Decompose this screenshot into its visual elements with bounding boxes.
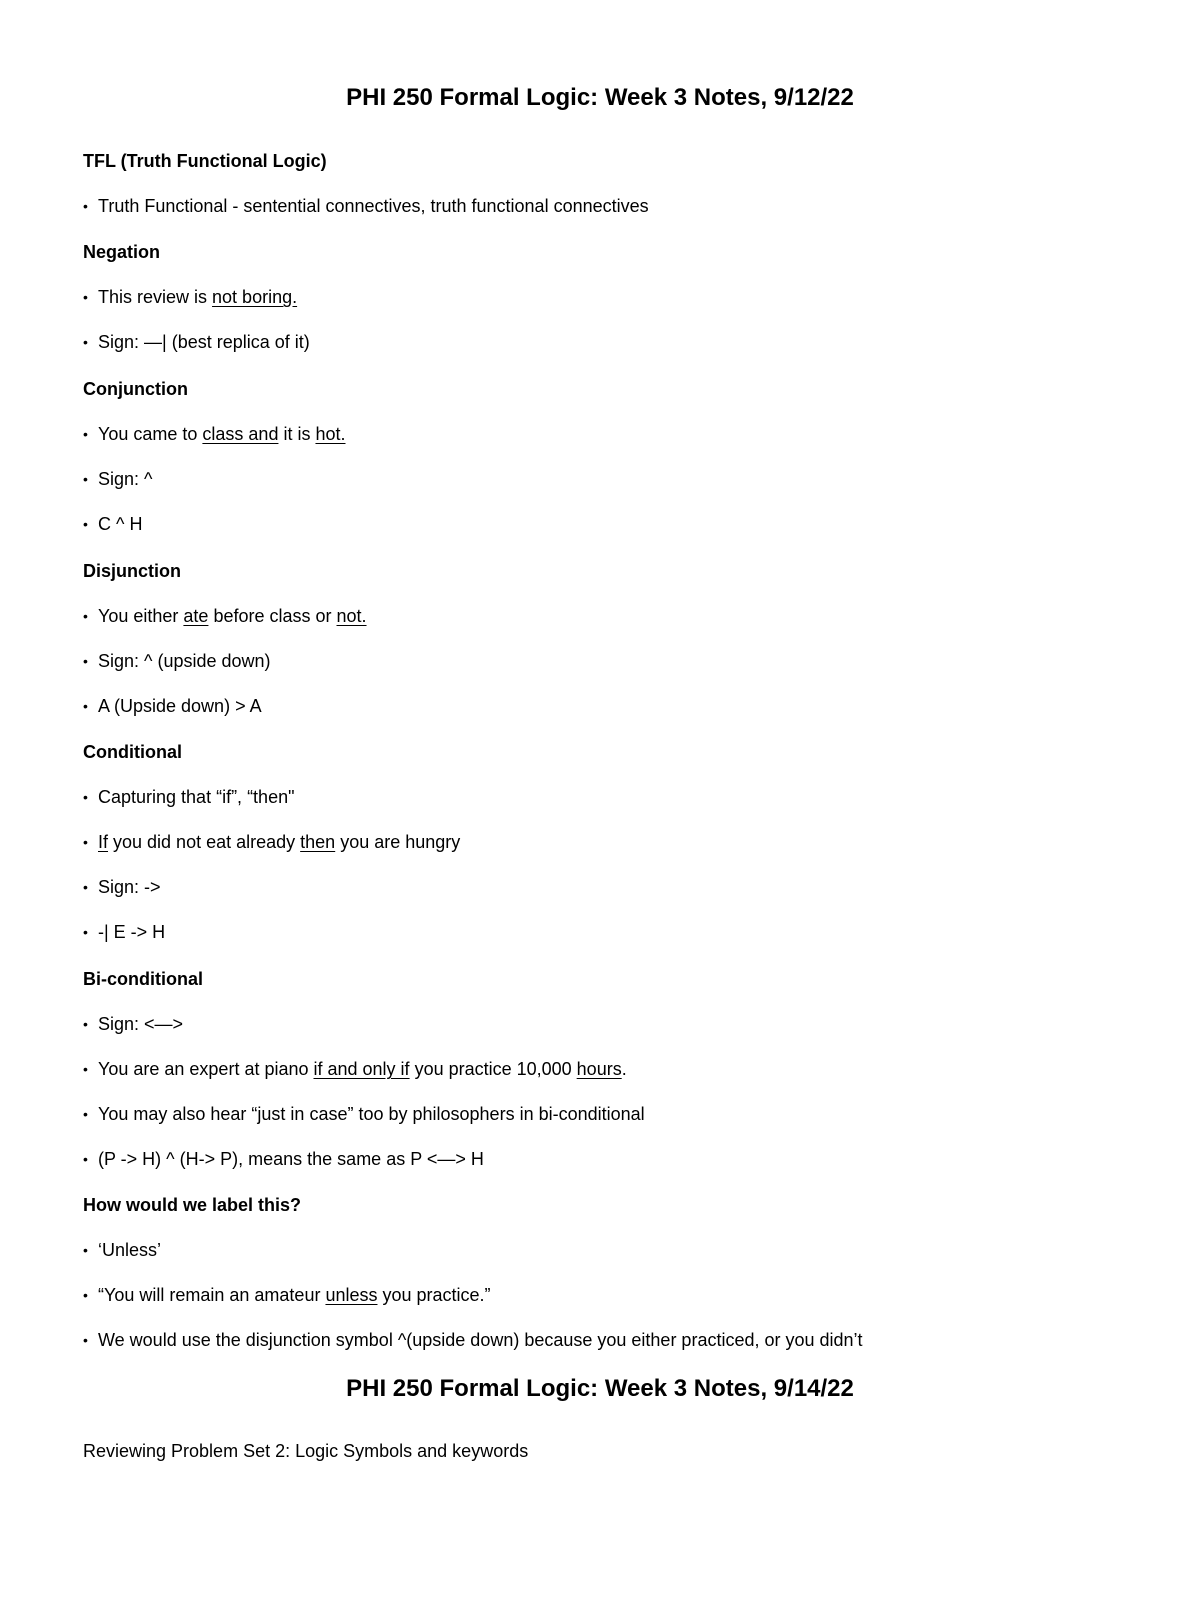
tfl-item-1: • Truth Functional - sentential connectives, truth functional connectives — [83, 196, 649, 216]
page-title: PHI 250 Formal Logic: Week 3 Notes, 9/12/22 — [346, 84, 854, 111]
bullet-icon: • — [83, 834, 88, 850]
tfl-heading: TFL (Truth Functional Logic) — [83, 151, 327, 171]
bullet-icon: • — [83, 1151, 88, 1167]
bullet-icon: • — [83, 879, 88, 895]
label-item-2: • “You will remain an amateur unless you practice.” — [83, 1285, 491, 1305]
label-item-1: • ‘Unless’ — [83, 1240, 162, 1260]
conjunction-item-2: • Sign: ^ — [83, 469, 153, 489]
bullet-icon: • — [83, 516, 88, 532]
biconditional-heading: Bi-conditional — [83, 969, 203, 989]
negation-item-1: • This review is not boring. — [83, 287, 298, 307]
negation-heading: Negation — [83, 242, 161, 262]
bullet-icon: • — [83, 198, 88, 214]
bullet-icon: • — [83, 698, 88, 714]
bullet-icon: • — [83, 1332, 88, 1348]
conditional-item-4: • -| E -> H — [83, 922, 166, 942]
closing-line: Reviewing Problem Set 2: Logic Symbols and keywords — [83, 1441, 529, 1461]
label-item-3: • We would use the disjunction symbol ^(upside down) because you either practiced, or you didn’t — [83, 1330, 863, 1350]
bullet-icon: • — [83, 1106, 88, 1122]
conjunction-heading: Conjunction — [83, 379, 188, 399]
biconditional-item-4: • (P -> H) ^ (H-> P), means the same as P <—> H — [83, 1149, 484, 1169]
conditional-item-1: • Capturing that “if”, “then" — [83, 787, 295, 807]
negation-item-2: • Sign: —| (best replica of it) — [83, 332, 310, 352]
bullet-icon: • — [83, 289, 88, 305]
bullet-icon: • — [83, 924, 88, 940]
biconditional-item-1: • Sign: <—> — [83, 1014, 184, 1034]
conjunction-item-1: • You came to class and it is hot. — [83, 424, 346, 444]
second-page-title: PHI 250 Formal Logic: Week 3 Notes, 9/14/22 — [346, 1375, 854, 1402]
label-heading: How would we label this? — [83, 1195, 302, 1215]
disjunction-item-1: • You either ate before class or not. — [83, 606, 367, 626]
bullet-icon: • — [83, 1016, 88, 1032]
conjunction-item-3: • C ^ H — [83, 514, 143, 534]
bullet-icon: • — [83, 789, 88, 805]
bullet-icon: • — [83, 653, 88, 669]
bullet-icon: • — [83, 1242, 88, 1258]
disjunction-heading: Disjunction — [83, 561, 181, 581]
bullet-icon: • — [83, 608, 88, 624]
bullet-icon: • — [83, 1061, 88, 1077]
bullet-icon: • — [83, 1287, 88, 1303]
bullet-icon: • — [83, 471, 88, 487]
disjunction-item-2: • Sign: ^ (upside down) — [83, 651, 271, 671]
disjunction-item-3: • A (Upside down) > A — [83, 696, 262, 716]
bullet-icon: • — [83, 426, 88, 442]
biconditional-item-3: • You may also hear “just in case” too by philosophers in bi-conditional — [83, 1104, 645, 1124]
conditional-item-3: • Sign: -> — [83, 877, 161, 897]
conditional-heading: Conditional — [83, 742, 182, 762]
bullet-icon: • — [83, 334, 88, 350]
conditional-item-2: • If you did not eat already then you are hungry — [83, 832, 461, 852]
biconditional-item-2: • You are an expert at piano if and only if you practice 10,000 hours. — [83, 1059, 627, 1079]
